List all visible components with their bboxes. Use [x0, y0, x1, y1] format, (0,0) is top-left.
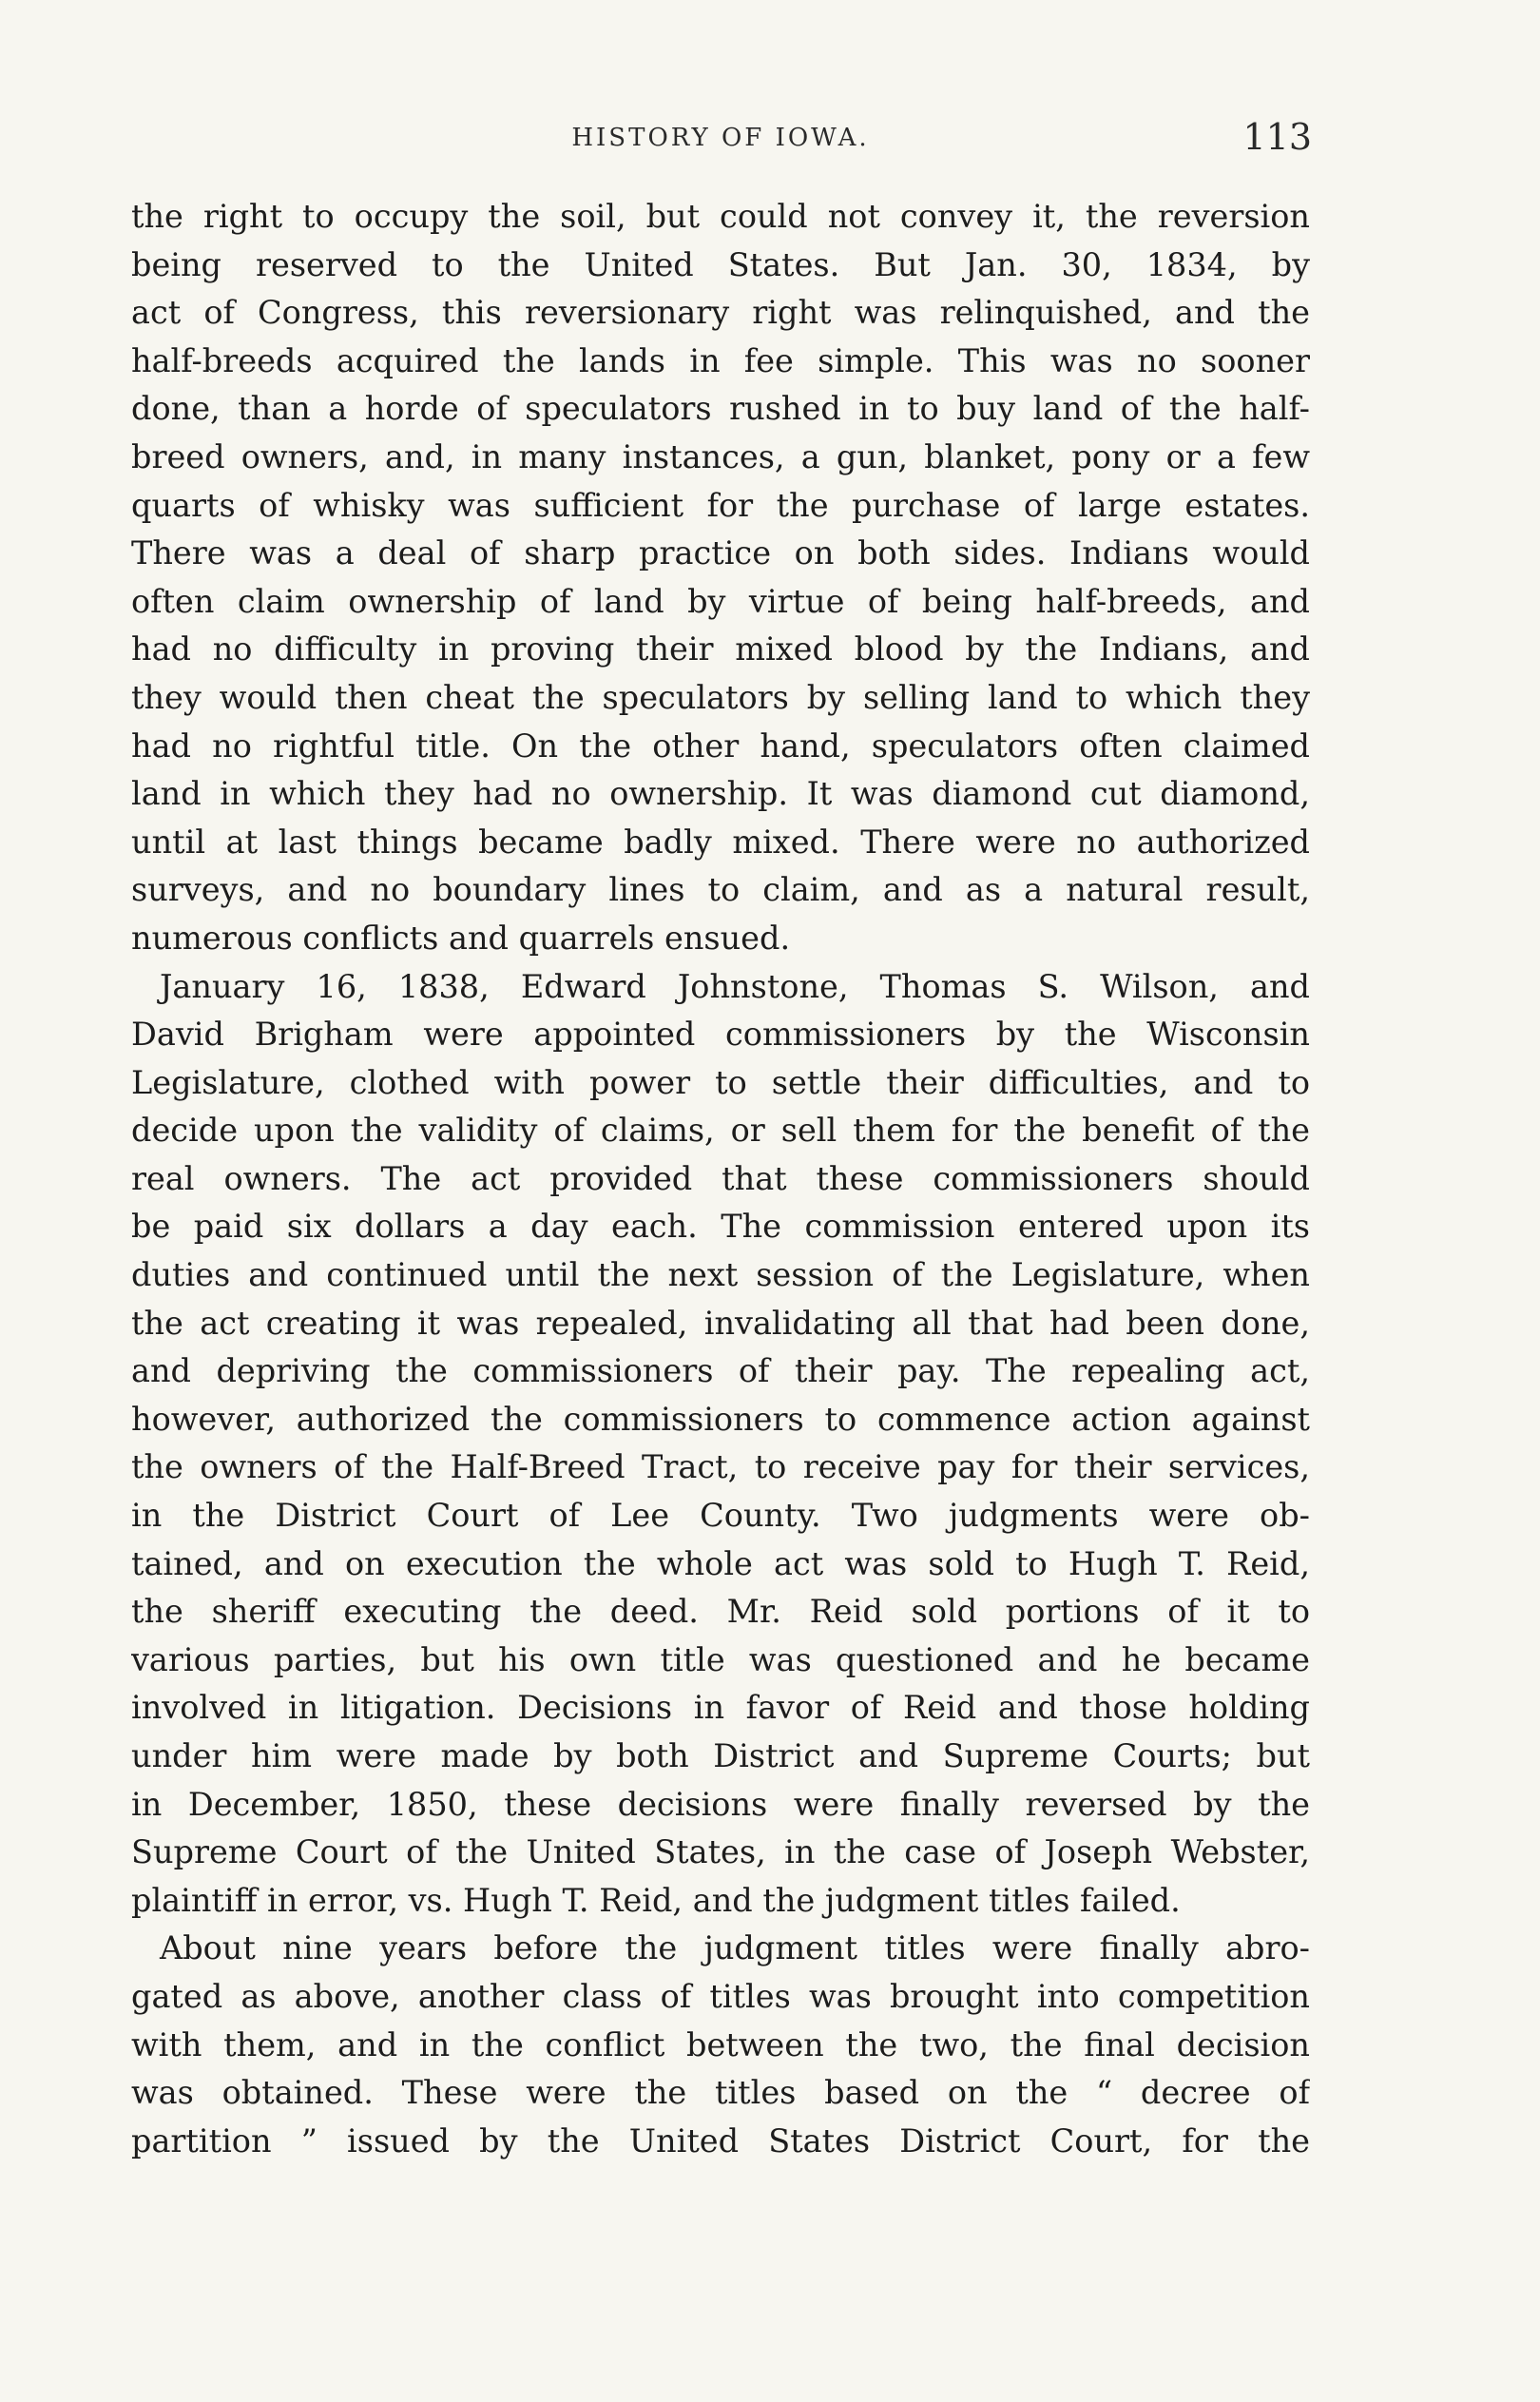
text-line: There was a deal of sharp practice on both sides. Indians would	[131, 534, 1310, 572]
page-number: 113	[1242, 116, 1312, 158]
text-line: they would then cheat the speculators by selling land to which they	[131, 678, 1310, 716]
text-line: was obtained. These were the titles based on the “ decree of	[131, 2074, 1310, 2112]
text-line: quarts of whisky was sufficient for the purchase of large estates.	[131, 486, 1310, 524]
text-line: half-breeds acquired the lands in fee simple. This was no sooner	[131, 341, 1310, 379]
text-line: however, authorized the commissioners to commence action against	[131, 1400, 1310, 1438]
text-line: surveys, and no boundary lines to claim, and as a natural result,	[131, 871, 1310, 909]
body-text	[131, 193, 1310, 2165]
text-line: Supreme Court of the United States, in the case of Joseph Webster,	[131, 1833, 1310, 1871]
text-line: duties and continued until the next session of the Legislature, when	[131, 1256, 1310, 1294]
text-line: About nine years before the judgment titles were finally abro-	[160, 1929, 1310, 1967]
text-line: involved in litigation. Decisions in favor of Reid and those holding	[131, 1689, 1310, 1727]
text-line: in December, 1850, these decisions were finally reversed by the	[131, 1785, 1310, 1823]
text-line: breed owners, and, in many instances, a gun, blanket, pony or a few	[131, 437, 1310, 475]
text-line: the owners of the Half-Breed Tract, to receive pay for their services,	[131, 1448, 1310, 1486]
text-line: Legislature, clothed with power to settle their difficulties, and to	[131, 1063, 1310, 1101]
text-line: real owners. The act provided that these commissioners should	[131, 1159, 1310, 1197]
text-line: being reserved to the United States. But Jan. 30, 1834, by	[131, 245, 1310, 283]
text-line: be paid six dollars a day each. The commission entered upon its	[131, 1208, 1310, 1246]
text-line: partition ” issued by the United States District Court, for the	[131, 2121, 1310, 2160]
text-line: in the District Court of Lee County. Two judgments were ob-	[131, 1497, 1310, 1535]
text-line: had no rightful title. On the other hand, speculators often claimed	[131, 726, 1310, 765]
text-line: the right to occupy the soil, but could not convey it, the reversion	[131, 198, 1310, 235]
text-line: gated as above, another class of titles was brought into competition	[131, 1977, 1310, 2015]
text-line: David Brigham were appointed commissioners by the Wisconsin	[131, 1016, 1310, 1054]
text-line: act of Congress, this reversionary right was relinquished, and the	[131, 294, 1310, 332]
text-line: numerous conflicts and quarrels ensued.	[131, 919, 791, 957]
text-line: plaintiff in error, vs. Hugh T. Reid, and the judgment titles failed.	[131, 1881, 1181, 1919]
text-line: January 16, 1838, Edward Johnstone, Thomas S. Wilson, and	[160, 967, 1310, 1005]
text-line: had no difficulty in proving their mixed blood by the Indians, and	[131, 630, 1310, 668]
text-line: often claim ownership of land by virtue of being half-breeds, and	[131, 582, 1310, 620]
page-header	[129, 116, 1312, 173]
text-line: with them, and in the conflict between the two, the final decision	[131, 2025, 1310, 2063]
text-line: the act creating it was repealed, invalidating all that had been done,	[131, 1304, 1310, 1342]
text-line: and depriving the commissioners of their pay. The repealing act,	[131, 1352, 1310, 1390]
text-line: the sheriff executing the deed. Mr. Reid sold portions of it to	[131, 1593, 1310, 1631]
running-title: HISTORY OF IOWA.	[571, 124, 870, 152]
text-line: various parties, but his own title was questioned and he became	[131, 1640, 1310, 1678]
text-line: land in which they had no ownership. It was diamond cut diamond,	[131, 775, 1310, 813]
text-line: tained, and on execution the whole act was sold to Hugh T. Reid,	[131, 1544, 1310, 1582]
text-line: until at last things became badly mixed. There were no authorized	[131, 823, 1310, 861]
text-line: under him were made by both District and Supreme Courts; but	[131, 1737, 1310, 1774]
text-line: done, than a horde of speculators rushed in to buy land of the half-	[131, 390, 1310, 428]
text-line: decide upon the validity of claims, or sell them for the benefit of the	[131, 1112, 1310, 1150]
